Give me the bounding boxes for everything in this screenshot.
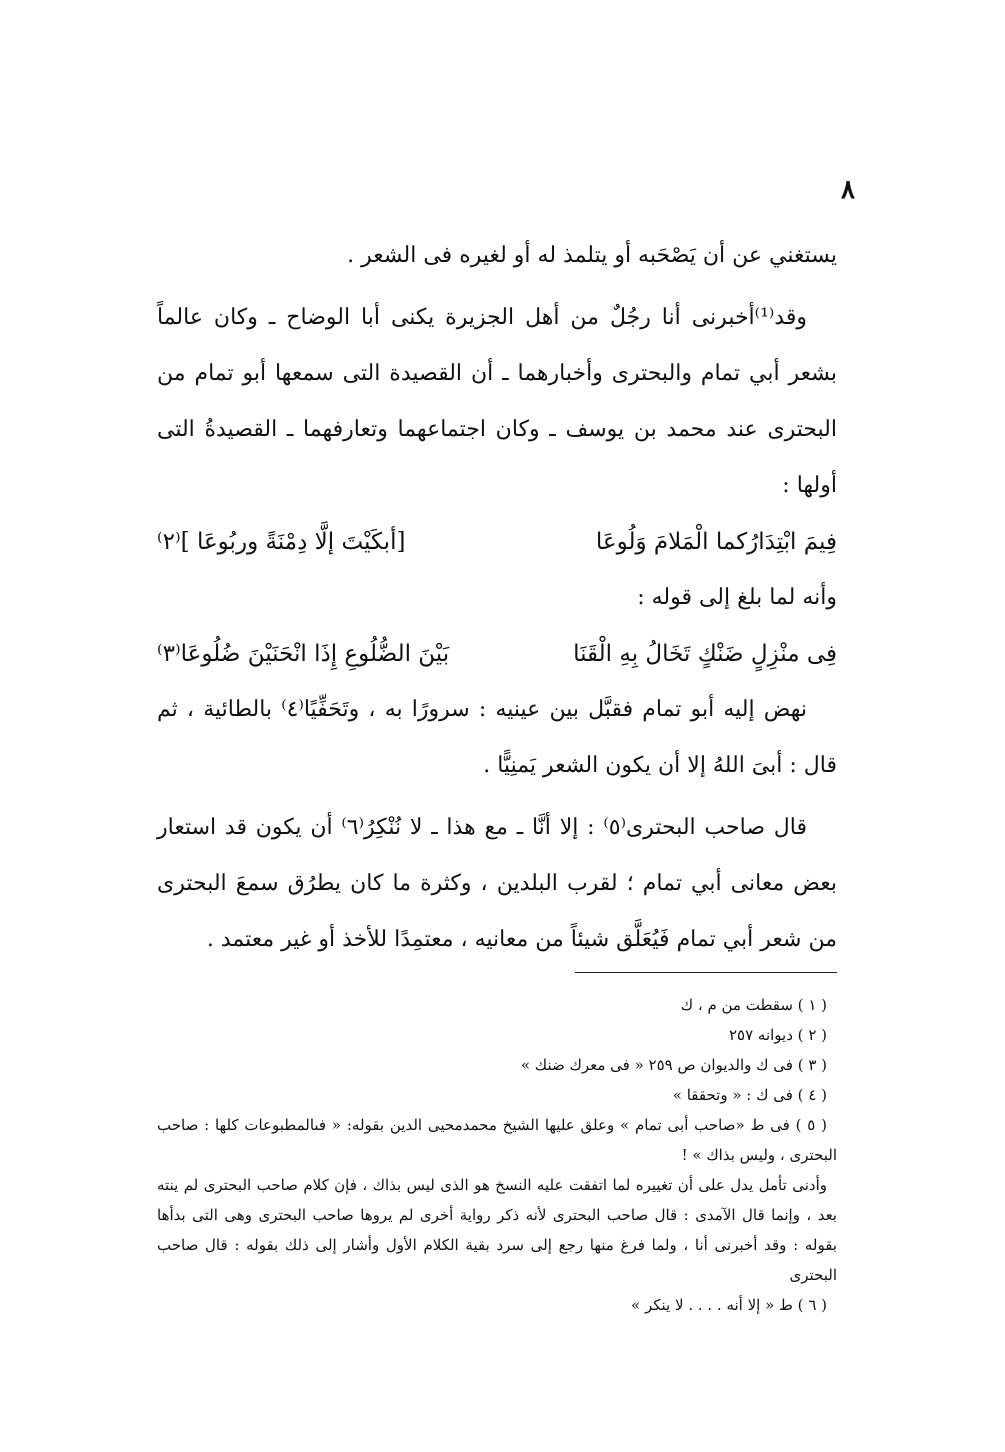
- verse-1-right-hemistich: [أبكَيْتَ إلَّا دِمْنَةً وربُوعَا ]⁽٢⁾: [157, 529, 406, 555]
- main-text: [157, 228, 837, 968]
- footnote-3: ( ٣ ) فى ك والديوان ص ٢٥٩ « فى معرك ضنك »: [520, 1056, 827, 1074]
- paragraph-3: وأنه لما بلغ إلى قوله :: [637, 585, 837, 610]
- verse-1-left-hemistich: فِيمَ ابْتِدَارُكما الْمَلامَ وَلُوعَا: [595, 529, 837, 555]
- paragraph-1: يستغني عن أن يَصْحَبه أو يتلمذ له أو لغيره فى الشعر .: [347, 243, 837, 268]
- verse-1: [157, 514, 837, 570]
- footnote-5-continuation: وأدنى تأمل يدل على أن تغييره لما اتفقت عليه النسخ هو الذى ليس بذاك ، فإن كلام صاحب البحترى لم ينته بعد ، وإنما قال الآمدى : قال صاحب البحترى لأنه ذكر رواية أخرى لم يروها صاحب البحترى وهى التى بدأها بقوله : وقد أخبرنى أنا ، ولما فرغ منها رجع إلى سرد بقية الكلام الأول وأشار إلى ذلك بقوله : قال صاحب البحترى: [157, 1176, 837, 1284]
- footnote-4: ( ٤ ) فى ك : « وتحققا »: [672, 1086, 827, 1104]
- footnote-2: ( ٢ ) ديوانه ٢٥٧: [728, 1026, 827, 1044]
- paragraph-4: نهض إليه أبو تمام فقبَّل بين عينيه : سرورًا به ، وتَحَفِّيًا⁽٤⁾ بالطائية ، ثم قال : أبىَ اللهُ إلا أن يكون الشعر يَمنِيًّا .: [157, 697, 837, 778]
- footnote-6: ( ٦ ) ط « إلا أنه . . . . لا ينكر »: [631, 1296, 827, 1314]
- verse-2-right-hemistich: فِى منْزِلٍ ضَنْكٍ تَخَالُ بِهِ الْقَنَا: [573, 641, 837, 667]
- paragraph-5: قال صاحب البحترى⁽٥⁾ : إلا أنَّا ـ مع هذا ـ لا نُنْكِرُ⁽٦⁾ أن يكون قد استعار بعض معانى أبي تمام ؛ لقرب البلدين ، وكثرة ما كان يطرُق سمعَ البحترى من شعر أبي تمام فَيُعَلَّق شيئاً من معانيه ، معتمِدًا للأخذ أو غير معتمد .: [157, 815, 837, 952]
- paragraph-2: وقد⁽¹⁾أخبرنى أنا رجُلٌ من أهل الجزيرة يكنى أبا الوضاح ـ وكان عالماً بشعر أبي تمام والبحترى وأخبارهما ـ أن القصيدة التى سمعها أبو تمام من البحترى عند محمد بن يوسف ـ وكان اجتماعهما وتعارفهما ـ القصيدةُ التى أولها :: [157, 305, 837, 498]
- page-number: ٨: [841, 175, 855, 205]
- verse-2: [157, 626, 837, 682]
- footnote-1: ( ١ ) سقطت من م ، ك: [680, 996, 827, 1014]
- footnotes: [157, 990, 837, 1320]
- verse-2-left-hemistich: بَيْنَ الضُّلُوعِ إِذَا انْحَنَيْنَ ضُلُوعَا⁽٣⁾: [157, 641, 450, 667]
- footnote-5: ( ٥ ) فى ط «صاحب أبى تمام » وعلق عليها الشيخ محمدمحيى الدين بقوله: « فىالمطبوعات كلها : صاحب البحترى ، وليس بذاك » !: [157, 1116, 837, 1164]
- footnote-divider: [575, 972, 837, 973]
